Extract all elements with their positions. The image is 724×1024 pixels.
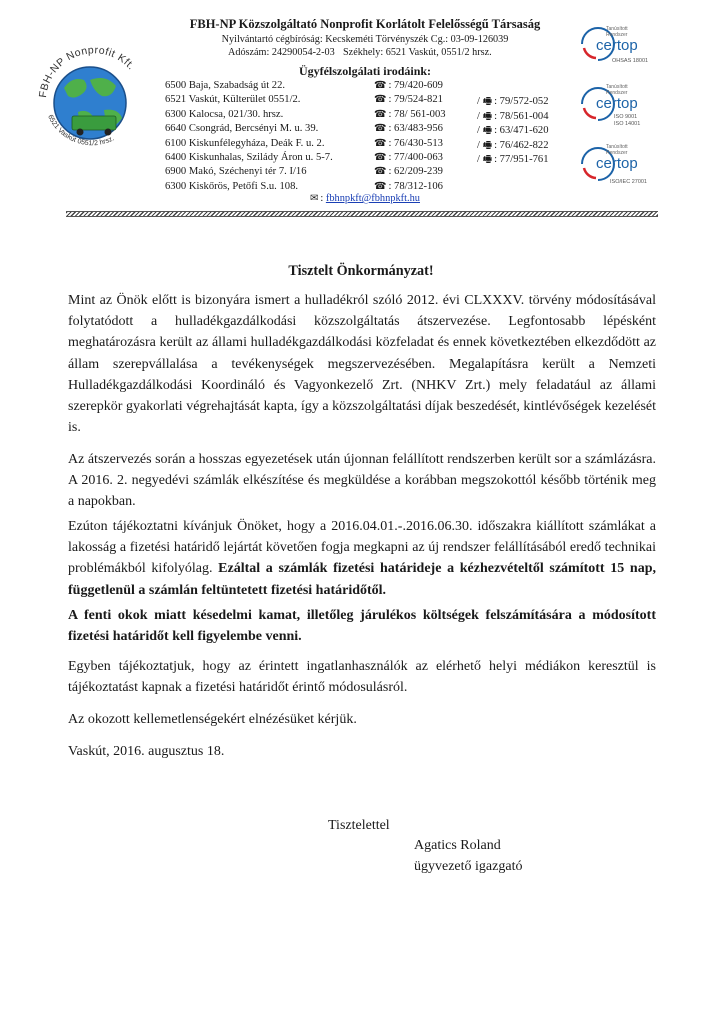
header-divider — [66, 211, 658, 217]
phone-icon: ☎ — [374, 166, 387, 178]
svg-text:Rendszer: Rendszer — [606, 32, 628, 38]
place-date: Vaskút, 2016. augusztus 18. — [68, 744, 225, 759]
company-seat: Székhely: 6521 Vaskút, 0551/2 hrsz. — [343, 47, 492, 58]
office-row — [165, 80, 565, 94]
svg-text:certop: certop — [596, 37, 638, 54]
fax-icon: 🖷 — [482, 153, 493, 165]
svg-text:ISO 14001: ISO 14001 — [614, 121, 641, 127]
office-phone: ☎ : 77/400-063 — [374, 151, 443, 163]
office-phone: ☎ : 63/483-956 — [374, 123, 443, 135]
svg-text:Rendszer: Rendszer — [606, 150, 628, 156]
globe-icon — [54, 67, 126, 139]
office-address: 6521 Vaskút, Külterület 0551/2. — [165, 94, 301, 106]
deadline-emphasis: Ezáltal a számlák fizetési határideje a kézhezvételtől számított 15 nap, függetlenül a számlán feltüntetett fizetési határidőtől. — [68, 561, 656, 598]
office-address: 6300 Kalocsa, 021/30. hrsz. — [165, 108, 284, 120]
office-phone: ☎ : 79/524-821 — [374, 94, 443, 106]
office-row — [165, 109, 565, 123]
fax-icon: 🖷 — [482, 96, 493, 108]
email-row: ✉ : fbhnpkft@fbhnpkft.hu — [309, 193, 420, 204]
closing: Tisztelettel — [328, 818, 390, 833]
fax-icon: 🖷 — [482, 125, 493, 137]
office-phone: ☎ : 78/ 561-003 — [374, 108, 446, 120]
office-row — [165, 94, 565, 108]
fax-icon: 🖷 — [482, 139, 493, 151]
signer-name: Agatics Roland — [414, 838, 501, 853]
office-address: 6900 Makó, Széchenyi tér 7. I/16 — [165, 166, 307, 178]
cert-badge-iso27001 — [572, 138, 662, 190]
paragraph-apology: Az okozott kellemetlenségekért elnézésüket kérjük. — [68, 712, 357, 727]
paragraph-payment-deadline — [68, 516, 656, 601]
office-list — [165, 80, 565, 195]
office-phone: ☎ : 79/420-609 — [374, 80, 443, 91]
office-fax: / 🖷 : 79/572-052 — [477, 96, 549, 108]
cert-badge-ohsas — [572, 18, 662, 70]
paragraph-late-interest: A fenti okok miatt késedelmi kamat, illetőleg járulékos költségek felszámítására a módosított fizetési határidőt kell figyelembe venni. — [68, 608, 656, 645]
office-address: 6100 Kiskunfélegyháza, Deák F. u. 2. — [165, 137, 325, 149]
deadline-intro: Ezúton tájékoztatni kívánjuk Önöket, hogy a 2016.04.01.-.2016.06.30. időszakra kiállított számlákat a lakosság a fizetési határidő lejártát követően fogja megkapni az új rendszer felállításából eredő technikai problémákból kifolyólag. — [68, 519, 656, 577]
office-fax: / 🖷 : 76/462-822 — [477, 139, 549, 151]
logo-address-text: 6521 Vaskút 0551/2 hrsz. — [46, 113, 116, 148]
offices-title: Ügyfélszolgálati irodáink: — [298, 64, 432, 78]
fax-icon: 🖷 — [482, 110, 493, 122]
svg-text:Tanúsított: Tanúsított — [606, 26, 628, 32]
svg-text:certop: certop — [596, 155, 638, 172]
paragraph-law-change: Mint az Önök előtt is bizonyára ismert a hulladékról szóló 2012. évi CLXXXV. törvény módosításával folytatódott a hulladékgazdálkodási közszolgáltatás átszervezése. Legfontosabb lépésként meghatározásra került az állami hulladékgazdálkodási közfeladat és ennek következtében elkezdődött az állam szerepvállalása a tevékenységek megszervezésében. Megalapításra került a Nemzeti Hulladékgazdálkodási Koordináló és Vagyonkezelő Zrt. (NHKV Zrt.) mely feladatául az állami szerepkör gyakorlati végrehajtását kapta, így a közszolgáltatási díjak beszedését, kintlévőségek kezelését is. — [68, 293, 656, 436]
svg-text:ISO 9001: ISO 9001 — [614, 114, 638, 120]
svg-text:ISO/IEC 27001: ISO/IEC 27001 — [610, 179, 647, 185]
office-row — [165, 123, 565, 137]
office-phone: ☎ : 62/209-239 — [374, 166, 443, 178]
salutation: Tisztelt Önkormányzat! — [288, 263, 434, 279]
office-fax: / 🖷 : 63/471-620 — [477, 125, 549, 137]
office-fax: / 🖷 : 77/951-761 — [477, 153, 549, 165]
office-address: 6640 Csongrád, Bercsényi M. u. 39. — [165, 123, 319, 135]
company-name: FBH-NP Közszolgáltató Nonprofit Korlátolt Felelősségű Társaság — [189, 17, 541, 31]
phone-icon: ☎ — [374, 123, 387, 135]
paragraph-media-notice: Egyben tájékoztatjuk, hogy az érintett ingatlanhasználók az elérhető helyi médiákon keresztül is tájékoztatást kapnak a fizetési határidőt érintő módosulásról. — [68, 659, 656, 696]
phone-icon: ☎ — [374, 108, 387, 120]
office-phone: ☎ : 78/312-106 — [374, 180, 443, 192]
svg-text:Tanúsított: Tanúsított — [606, 144, 628, 150]
svg-text:Rendszer: Rendszer — [606, 90, 628, 96]
office-row — [165, 166, 565, 180]
office-address: 6500 Baja, Szabadság út 22. — [165, 80, 286, 91]
signer-title: ügyvezető igazgató — [414, 859, 523, 874]
phone-icon: ☎ — [374, 180, 387, 192]
office-row — [165, 152, 565, 166]
envelope-icon: ✉ — [309, 193, 319, 204]
svg-text:OHSAS 18001: OHSAS 18001 — [612, 58, 649, 64]
office-address: 6300 Kiskőrös, Petőfi S.u. 108. — [165, 180, 299, 192]
company-registry: Nyilvántartó cégbíróság: Kecskeméti Törvényszék Cg.: 03-09-126039 — [221, 34, 509, 45]
office-fax: / 🖷 : 78/561-004 — [477, 110, 549, 122]
office-address: 6400 Kiskunhalas, Szilády Áron u. 5-7. — [165, 151, 333, 163]
paragraph-billing-delay: Az átszervezés során a hosszas egyezetések után újonnan felállított rendszerben került sor a számlázásra. A 2016. 2. negyedévi számlák elkészítése és megküldése a korábban megszokottól később történik meg a napokban. — [68, 452, 656, 510]
phone-icon: ☎ — [374, 137, 387, 149]
office-phone: ☎ : 76/430-513 — [374, 137, 443, 149]
company-logo — [28, 28, 158, 158]
tax-number: Adószám: 24290054-2-03 — [228, 47, 335, 58]
phone-icon: ☎ — [374, 151, 387, 163]
phone-icon: ☎ — [374, 94, 387, 106]
logo-arc-text: FBH-NP Nonprofit Kft. — [36, 44, 138, 99]
office-row — [165, 138, 565, 152]
email-link[interactable]: fbhnpkft@fbhnpkft.hu — [325, 193, 420, 204]
svg-text:Tanúsított: Tanúsított — [606, 84, 628, 90]
phone-icon: ☎ — [374, 80, 387, 91]
svg-text:certop: certop — [596, 95, 638, 112]
cert-badge-iso9001-14001 — [572, 78, 662, 130]
